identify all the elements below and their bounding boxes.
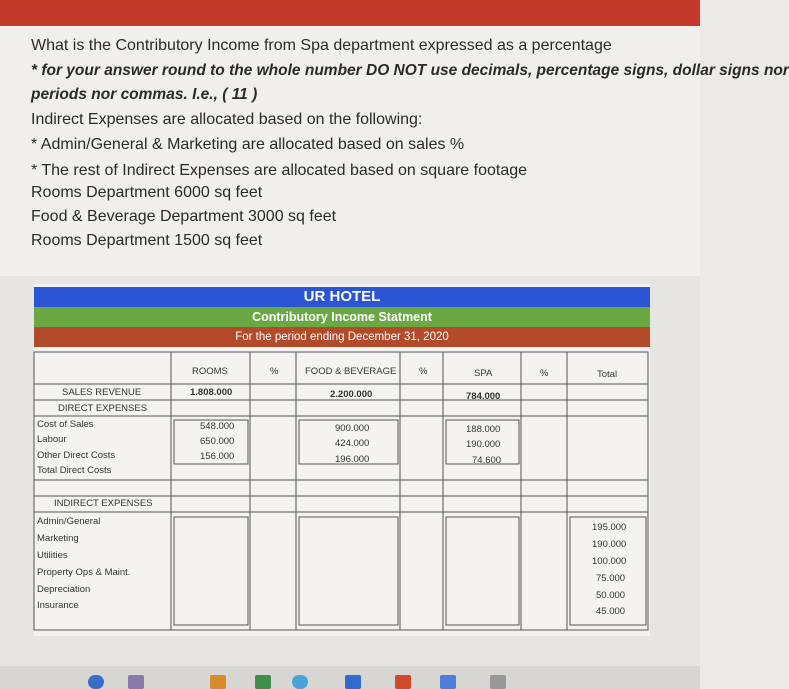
header-spa: SPA	[474, 368, 493, 379]
statement-period: For the period ending December 31, 2020	[34, 327, 650, 347]
question-line-3: periods nor commas. I.e., ( 11 )	[31, 86, 258, 103]
header-pct-fb: %	[419, 366, 428, 377]
direct-rooms-value: 156.000	[200, 451, 235, 462]
question-line-9: Rooms Department 1500 sq feet	[31, 232, 263, 249]
question-line-6: * The rest of Indirect Expenses are allocated based on square footage	[31, 162, 528, 179]
question-line-7: Rooms Department 6000 sq feet	[31, 184, 263, 201]
direct-expenses-label: DIRECT EXPENSES	[58, 403, 148, 414]
app-icon[interactable]	[292, 675, 308, 689]
sales-revenue-label: SALES REVENUE	[62, 387, 142, 398]
direct-row-label: Other Direct Costs	[37, 450, 116, 461]
app-icon[interactable]	[345, 675, 361, 689]
direct-spa-value: 188.000	[466, 424, 501, 435]
direct-rooms-value: 548.000	[200, 421, 235, 432]
question-line-1: What is the Contributory Income from Spa department expressed as a percentage	[31, 37, 612, 54]
header-pct-rooms: %	[270, 366, 279, 377]
statement-title: Contributory Income Statment	[34, 307, 650, 327]
header-rooms: ROOMS	[192, 366, 228, 377]
sales-spa-value: 784.000	[466, 391, 501, 402]
header-pct-spa: %	[540, 368, 549, 379]
indirect-row-label: Insurance	[37, 600, 79, 611]
indirect-total-value: 50.000	[596, 590, 626, 601]
app-icon[interactable]	[210, 675, 226, 689]
app-icon[interactable]	[88, 675, 104, 689]
sales-fb-value: 2.200.000	[330, 389, 373, 400]
indirect-row-label: Property Ops & Maint.	[37, 567, 131, 578]
direct-fb-value: 424.000	[335, 438, 370, 449]
header-food-beverage: FOOD & BEVERAGE	[305, 366, 397, 377]
header-total: Total	[597, 369, 618, 380]
indirect-row-label: Admin/General	[37, 516, 101, 527]
app-icon[interactable]	[440, 675, 456, 689]
indirect-total-value: 100.000	[592, 556, 627, 567]
app-icon[interactable]	[255, 675, 271, 689]
direct-spa-value: 190.000	[466, 439, 501, 450]
direct-fb-value: 196.000	[335, 454, 370, 465]
question-line-8: Food & Beverage Department 3000 sq feet	[31, 208, 337, 225]
indirect-row-label: Marketing	[37, 533, 79, 544]
direct-rooms-value: 650.000	[200, 436, 235, 447]
sales-rooms-value: 1.808.000	[190, 387, 233, 398]
question-line-5: * Admin/General & Marketing are allocated based on sales %	[31, 136, 465, 153]
indirect-total-value: 195.000	[592, 522, 627, 533]
question-line-4: Indirect Expenses are allocated based on the following:	[31, 111, 423, 128]
indirect-total-value: 75.000	[596, 573, 626, 584]
indirect-row-label: Utilities	[37, 550, 68, 561]
app-icon[interactable]	[128, 675, 144, 689]
question-line-2: * for your answer round to the whole number DO NOT use decimals, percentage signs, dollar signs nor	[31, 62, 789, 79]
hotel-name: UR HOTEL	[34, 287, 650, 307]
direct-row-label: Total Direct Costs	[37, 465, 112, 476]
direct-row-label: Cost of Sales	[37, 419, 94, 430]
direct-fb-value: 900.000	[335, 423, 370, 434]
app-icon[interactable]	[490, 675, 506, 689]
direct-spa-value: 74.600	[472, 455, 502, 466]
app-icon[interactable]	[395, 675, 411, 689]
indirect-total-value: 190.000	[592, 539, 627, 550]
indirect-row-label: Depreciation	[37, 584, 91, 595]
indirect-expenses-label: INDIRECT EXPENSES	[54, 498, 153, 509]
direct-row-label: Labour	[37, 434, 67, 445]
indirect-total-value: 45.000	[596, 606, 626, 617]
